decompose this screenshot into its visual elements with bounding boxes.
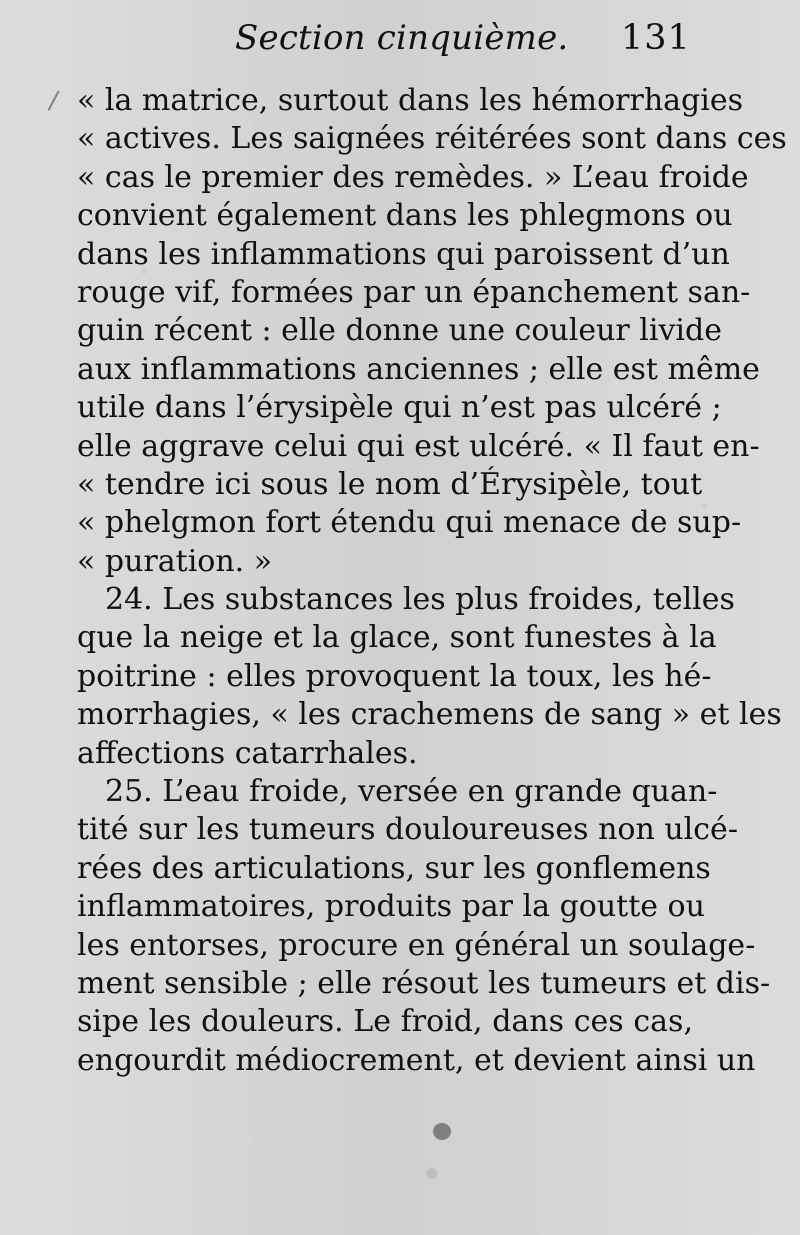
text-line: que la neige et la glace, sont funestes à la [77,620,717,656]
margin-mark [48,90,69,115]
text-line: guin récent : elle donne une couleur livide [77,313,722,349]
text-line: utile dans l’érysipèle qui n’est pas ulcéré ; [77,390,722,426]
text-line: dans les inflammations qui paroissent d’un [77,236,730,272]
text-line: morrhagies, « les crachemens de sang » et les [77,697,782,733]
text-line: rouge vif, formées par un épanchement san- [77,274,751,310]
text-line: « puration. » [77,543,273,579]
text-line: affections catarrhales. [77,735,418,771]
text-line: « cas le premier des remèdes. » L’eau froide [77,159,749,195]
text-line: engourdit médiocrement, et devient ainsi un [77,1042,756,1078]
text-line: inflammatoires, produits par la goutte ou [77,889,705,925]
text-line: rées des articulations, sur les gonflemens [77,850,711,886]
text-line: « actives. Les saignées réitérées sont dans ces [77,121,787,157]
ink-stain [433,1123,451,1140]
paragraph-24-first-line: 24. Les substances les plus froides, telles [105,582,735,618]
running-head: Section cinquième. [235,18,569,58]
text-line: poitrine : elles provoquent la toux, les hé- [77,658,712,694]
text-line: « phelgmon fort étendu qui menace de sup- [77,505,742,541]
text-line: convient également dans les phlegmons ou [77,198,733,234]
text-line: aux inflammations anciennes ; elle est même [77,351,760,387]
page-header [0,18,800,58]
text-line: « la matrice, surtout dans les hémorrhagies [77,83,743,118]
text-line: elle aggrave celui qui est ulcéré. « Il faut en- [77,428,760,464]
paragraph-25-first-line: 25. L’eau froide, versée en grande quan- [105,774,718,810]
body-text [77,82,787,1080]
text-line: ment sensible ; elle résout les tumeurs et dis- [77,965,771,1001]
text-line: les entorses, procure en général un soulage- [77,927,756,963]
text-line: tité sur les tumeurs douloureuses non ulcé- [77,812,738,848]
text-line: « tendre ici sous le nom d’Érysipèle, tout [77,466,703,502]
text-line: sipe les douleurs. Le froid, dans ces cas, [77,1004,693,1040]
page-number: 131 [621,18,691,58]
